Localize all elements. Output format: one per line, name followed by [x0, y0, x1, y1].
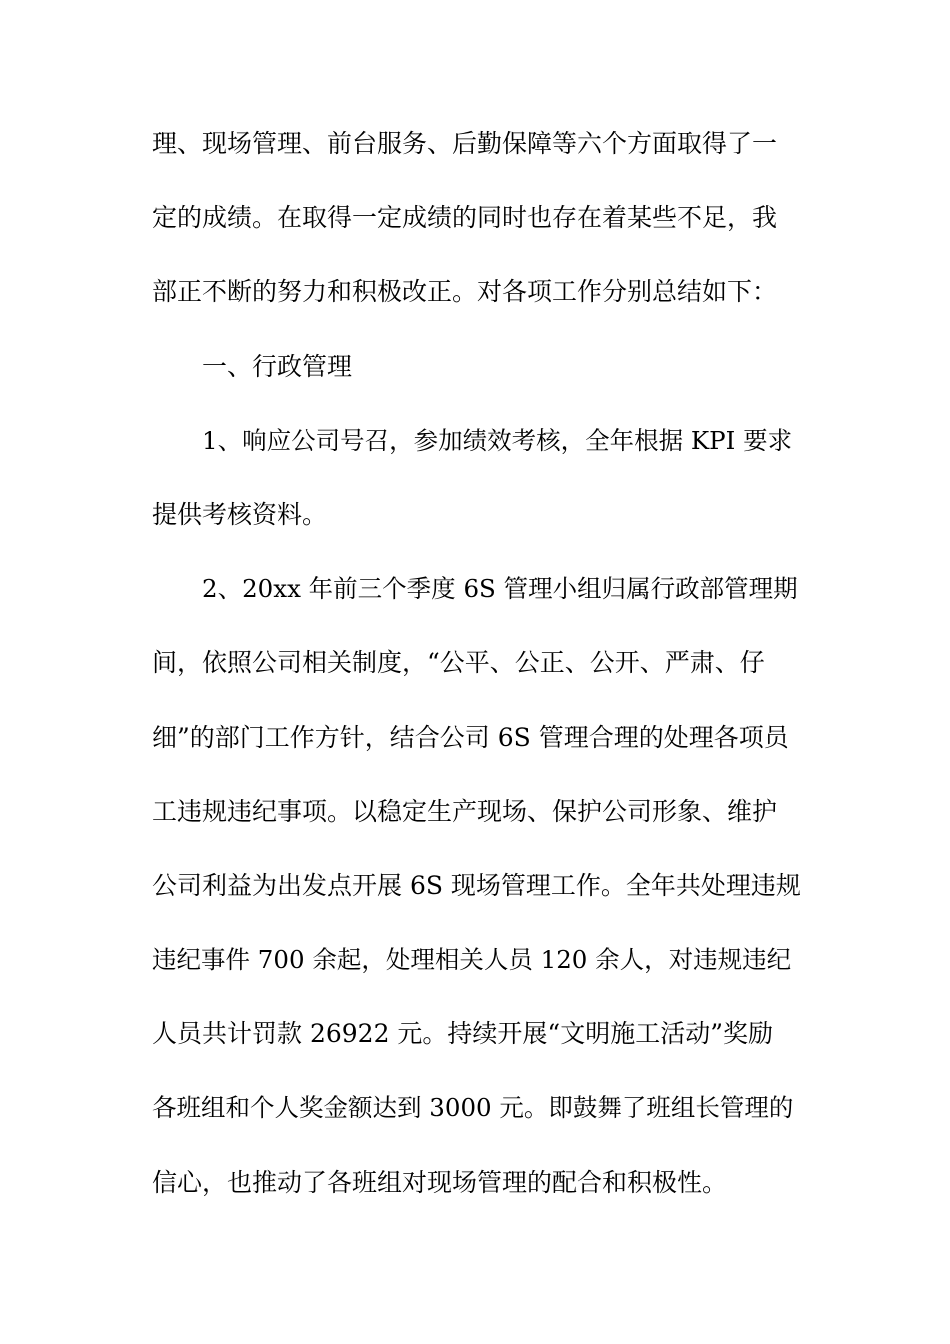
- text-line: 各班组和个人奖金额达到 3000 元。即鼓舞了班组长管理的: [152, 1093, 794, 1123]
- text-line: 违纪事件 700 余起，处理相关人员 120 余人，对违规违纪: [152, 945, 792, 975]
- text-line: 定的成绩。在取得一定成绩的同时也存在着某些不足，我: [152, 203, 778, 233]
- section-heading: 一、行政管理: [202, 351, 353, 381]
- document-body: [152, 124, 802, 1237]
- text-line: 间，依照公司相关制度，“公平、公正、公开、严肃、仔: [152, 648, 765, 678]
- text-line: 部正不断的努力和积极改正。对各项工作分别总结如下：: [152, 277, 778, 307]
- text-line: 人员共计罚款 26922 元。持续开展“文明施工活动”奖励: [152, 1019, 773, 1049]
- text-line: 提供考核资料。: [152, 499, 328, 529]
- text-line: 工违规违纪事项。以稳定生产现场、保护公司形象、维护: [152, 796, 778, 826]
- text-line: 1、响应公司号召，参加绩效考核，全年根据 KPI 要求: [202, 425, 793, 455]
- text-line: 信心，也推动了各班组对现场管理的配合和积极性。: [152, 1167, 728, 1197]
- text-line: 细”的部门工作方针，结合公司 6S 管理合理的处理各项员: [152, 722, 789, 752]
- text-line: 2、20xx 年前三个季度 6S 管理小组归属行政部管理期: [202, 574, 798, 604]
- text-line: 公司利益为出发点开展 6S 现场管理工作。全年共处理违规: [152, 870, 801, 900]
- text-line: 理、现场管理、前台服务、后勤保障等六个方面取得了一: [152, 129, 778, 158]
